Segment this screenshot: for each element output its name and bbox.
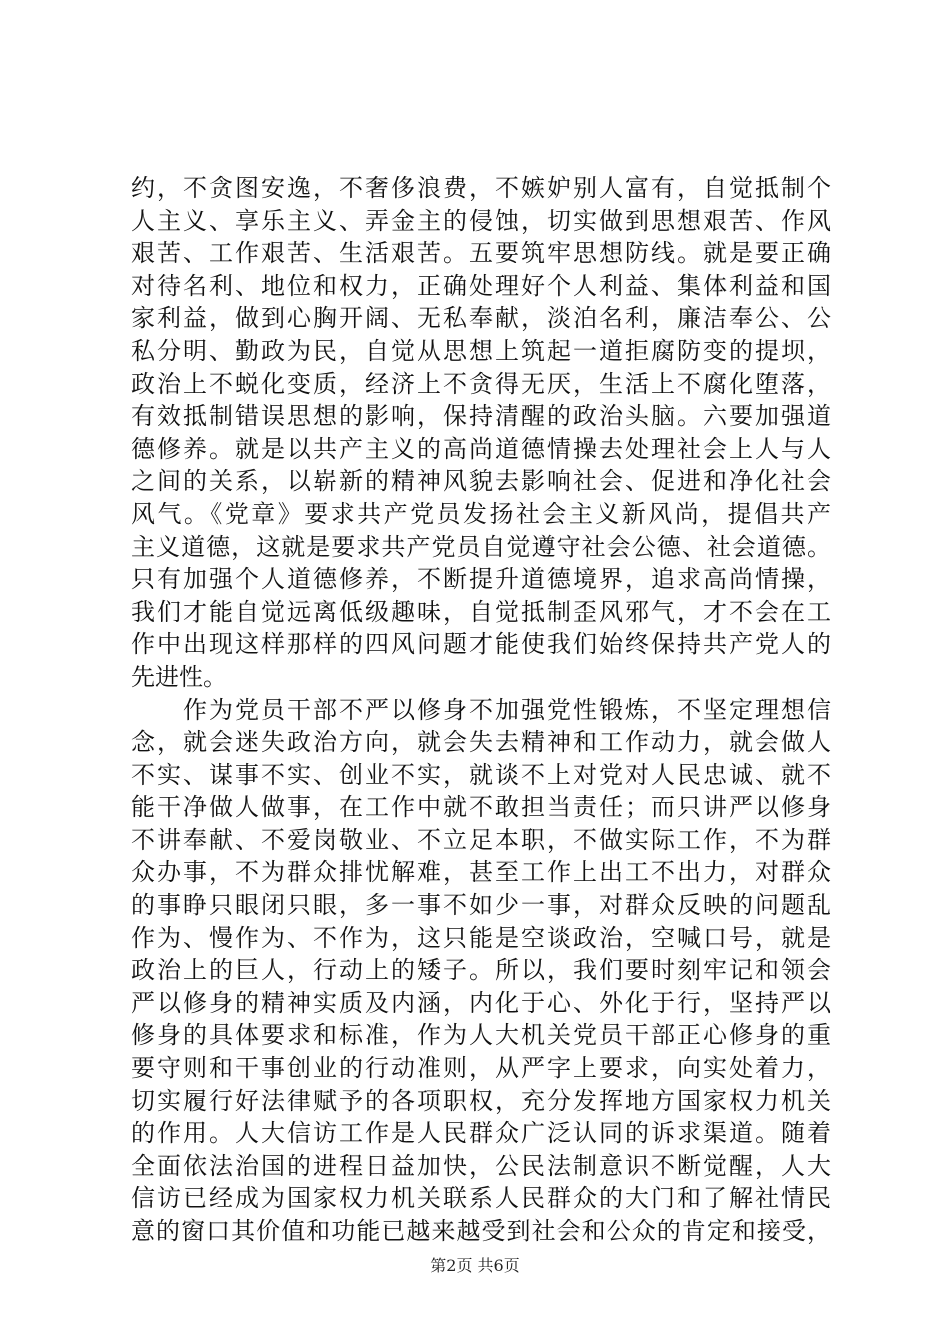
text-line: 的作用。人大信访工作是人民群众广泛认同的诉求渠道。随着	[131, 1119, 831, 1148]
text-line: 众办事，不为群众排忧解难，甚至工作上出工不出力，对群众	[131, 858, 831, 887]
text-line: 能干净做人做事，在工作中就不敢担当责任；而只讲严以修身	[131, 793, 831, 822]
text-line: 私分明、勤政为民，自觉从思想上筑起一道拒腐防变的提坝，	[131, 336, 831, 365]
text-line: 作中出现这样那样的四风问题才能使我们始终保持共产党人的	[131, 630, 831, 659]
text-line: 之间的关系，以崭新的精神风貌去影响社会、促进和净化社会	[131, 467, 831, 496]
text-line: 政治上不蜕化变质，经济上不贪得无厌，生活上不腐化堕落，	[131, 369, 831, 398]
text-line: 全面依法治国的进程日益加快，公民法制意识不断觉醒，人大	[131, 1151, 831, 1180]
text-line: 念，就会迷失政治方向，就会失去精神和工作动力，就会做人	[131, 728, 831, 757]
text-line: 严以修身的精神实质及内涵，内化于心、外化于行，坚持严以	[131, 988, 831, 1017]
text-line: 作为党员干部不严以修身不加强党性锻炼，不坚定理想信	[183, 695, 831, 724]
text-line: 对待名利、地位和权力，正确处理好个人利益、集体利益和国	[131, 271, 831, 300]
body-text	[131, 172, 831, 1248]
text-line: 家利益，做到心胸开阔、无私奉献，淡泊名利，廉洁奉公、公	[131, 304, 831, 333]
text-line: 德修养。就是以共产主义的高尚道德情操去处理社会上人与人	[131, 434, 831, 463]
text-line: 只有加强个人道德修养，不断提升道德境界，追求高尚情操，	[131, 565, 831, 594]
text-line: 切实履行好法律赋予的各项职权，充分发挥地方国家权力机关	[131, 1086, 831, 1115]
text-line: 作为、慢作为、不作为，这只能是空谈政治，空喊口号，就是	[131, 923, 831, 952]
text-line: 艰苦、工作艰苦、生活艰苦。五要筑牢思想防线。就是要正确	[131, 239, 831, 268]
text-line: 有效抵制错误思想的影响，保持清醒的政治头脑。六要加强道	[131, 402, 831, 431]
text-line: 修身的具体要求和标准，作为人大机关党员干部正心修身的重	[131, 1021, 831, 1050]
text-line: 人主义、享乐主义、弄金主的侵蚀，切实做到思想艰苦、作风	[131, 206, 831, 235]
text-line: 约，不贪图安逸，不奢侈浪费，不嫉妒别人富有，自觉抵制个	[131, 174, 831, 202]
text-line: 我们才能自觉远离低级趣味，自觉抵制歪风邪气，才不会在工	[131, 597, 831, 626]
text-line: 先进性。	[131, 662, 227, 691]
text-line: 不讲奉献、不爱岗敬业、不立足本职，不做实际工作，不为群	[131, 825, 831, 854]
text-line: 要守则和干事创业的行动准则，从严字上要求，向实处着力，	[131, 1054, 831, 1083]
text-line: 不实、谋事不实、创业不实，就谈不上对党对人民忠诚、就不	[131, 760, 831, 789]
text-line: 风气。《党章》要求共产党员发扬社会主义新风尚，提倡共产	[131, 499, 831, 528]
text-line: 意的窗口其价值和功能已越来越受到社会和公众的肯定和接受，	[131, 1217, 831, 1245]
text-line: 主义道德，这就是要求共产党员自觉遵守社会公德、社会道德。	[131, 532, 831, 561]
text-line: 政治上的巨人，行动上的矮子。所以，我们要时刻牢记和领会	[131, 956, 831, 985]
page-footer: 第2页 共6页	[430, 1256, 520, 1275]
text-line: 的事睁只眼闭只眼，多一事不如少一事，对群众反映的问题乱	[131, 891, 831, 920]
text-line: 信访已经成为国家权力机关联系人民群众的大门和了解社情民	[131, 1184, 831, 1213]
